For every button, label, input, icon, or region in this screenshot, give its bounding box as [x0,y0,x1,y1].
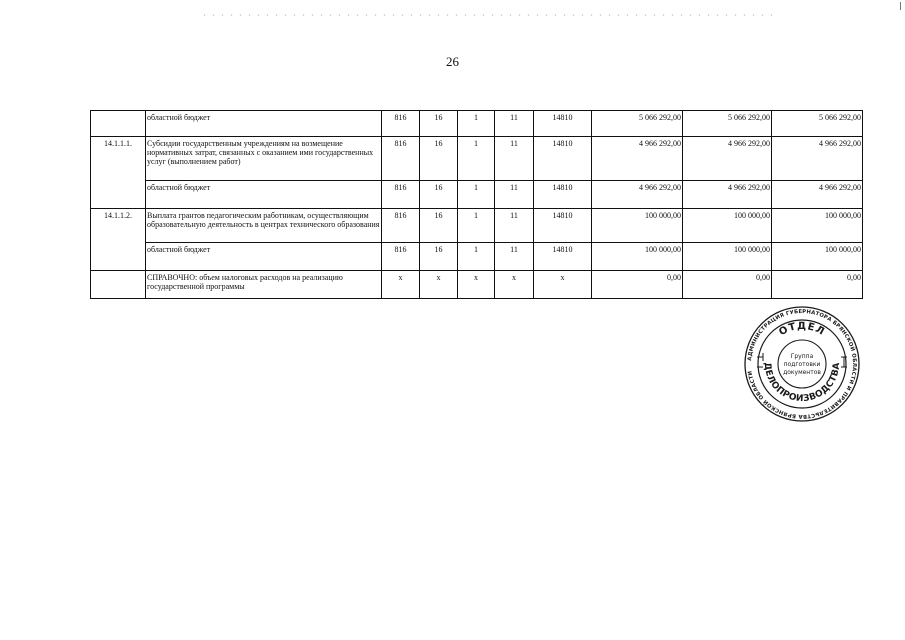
stamp-center-line-2: подготовки [783,361,821,368]
row-rzpr: 1 [458,181,495,209]
scan-noise [200,14,780,16]
row-sum: 5 066 292,00 [592,111,683,137]
row-sum: 4 966 292,00 [772,137,863,181]
stamp-graphic [743,305,861,423]
stamp-outer-text: АДМИНИСТРАЦИЯ ГУБЕРНАТОРА БРЯНСКОЙ ОБЛАСТИ И ПРАВИТЕЛЬСТВА БРЯНСКОЙ ОБЛАСТИ [747,308,858,420]
row-code: 14.1.1.2. [91,209,146,243]
row-csr: 14810 [534,181,592,209]
row-code [91,271,146,299]
row-code [91,181,146,209]
row-code [91,111,146,137]
row-rzpr: 1 [458,111,495,137]
stamp-top-text: ОТДЕЛ [777,320,827,339]
row-rzpr: x [420,271,458,299]
row-rzpr: 11 [495,181,534,209]
row-sum: 4 966 292,00 [683,181,772,209]
table-row [91,181,863,209]
stamp-center-line-1: Группа [790,353,814,360]
stamp-center-line-3: документов [783,369,821,376]
row-sum: 4 966 292,00 [772,181,863,209]
row-csr: 14810 [534,111,592,137]
row-sum: 0,00 [683,271,772,299]
row-rzpr: x [495,271,534,299]
row-sum: 0,00 [592,271,683,299]
row-name: Субсидии государственным учреждениям на возмещение нормативных затрат, связанных с оказанием ими государственных услуг (выполнением работ) [146,137,382,181]
row-sum: 100 000,00 [683,243,772,271]
row-rzpr: 11 [495,209,534,243]
row-sum: 5 066 292,00 [683,111,772,137]
row-grbs: 816 [382,137,420,181]
row-sum: 4 966 292,00 [592,137,683,181]
table-row [91,271,863,299]
row-rzpr: 1 [458,243,495,271]
row-rzpr: 16 [420,111,458,137]
row-grbs: x [382,271,420,299]
row-rzpr: 11 [495,243,534,271]
row-rzpr: x [458,271,495,299]
row-rzpr: 11 [495,111,534,137]
budget-table [90,110,863,299]
row-sum: 0,00 [772,271,863,299]
scan-edge-mark [900,2,901,10]
row-name: СПРАВОЧНО: объем налоговых расходов на реализацию государственной программы [146,271,382,299]
row-sum: 100 000,00 [592,209,683,243]
row-csr: x [534,271,592,299]
row-sum: 100 000,00 [592,243,683,271]
table-row [91,137,863,181]
row-rzpr: 16 [420,209,458,243]
row-rzpr: 16 [420,243,458,271]
row-sum: 4 966 292,00 [592,181,683,209]
row-name: областной бюджет [146,243,382,271]
row-csr: 14810 [534,243,592,271]
office-stamp [743,305,861,423]
row-sum: 5 066 292,00 [772,111,863,137]
page-number: 26 [446,54,459,69]
row-name: областной бюджет [146,111,382,137]
row-name: областной бюджет [146,181,382,209]
row-rzpr: 1 [458,209,495,243]
table-row [91,243,863,271]
row-rzpr: 16 [420,137,458,181]
row-sum: 4 966 292,00 [683,137,772,181]
stamp-bottom-text: ДЕЛОПРОИЗВОДСТВА [761,361,843,405]
row-sum: 100 000,00 [772,209,863,243]
table-row [91,111,863,137]
row-code [91,243,146,271]
row-csr: 14810 [534,137,592,181]
row-code: 14.1.1.1. [91,137,146,181]
table-row [91,209,863,243]
row-csr: 14810 [534,209,592,243]
row-grbs: 816 [382,181,420,209]
row-grbs: 816 [382,209,420,243]
row-rzpr: 11 [495,137,534,181]
row-rzpr: 1 [458,137,495,181]
row-name: Выплата грантов педагогическим работникам, осуществляющим образовательную деятельность в центрах технического образования [146,209,382,243]
row-grbs: 816 [382,111,420,137]
row-sum: 100 000,00 [772,243,863,271]
row-sum: 100 000,00 [683,209,772,243]
row-rzpr: 16 [420,181,458,209]
row-grbs: 816 [382,243,420,271]
